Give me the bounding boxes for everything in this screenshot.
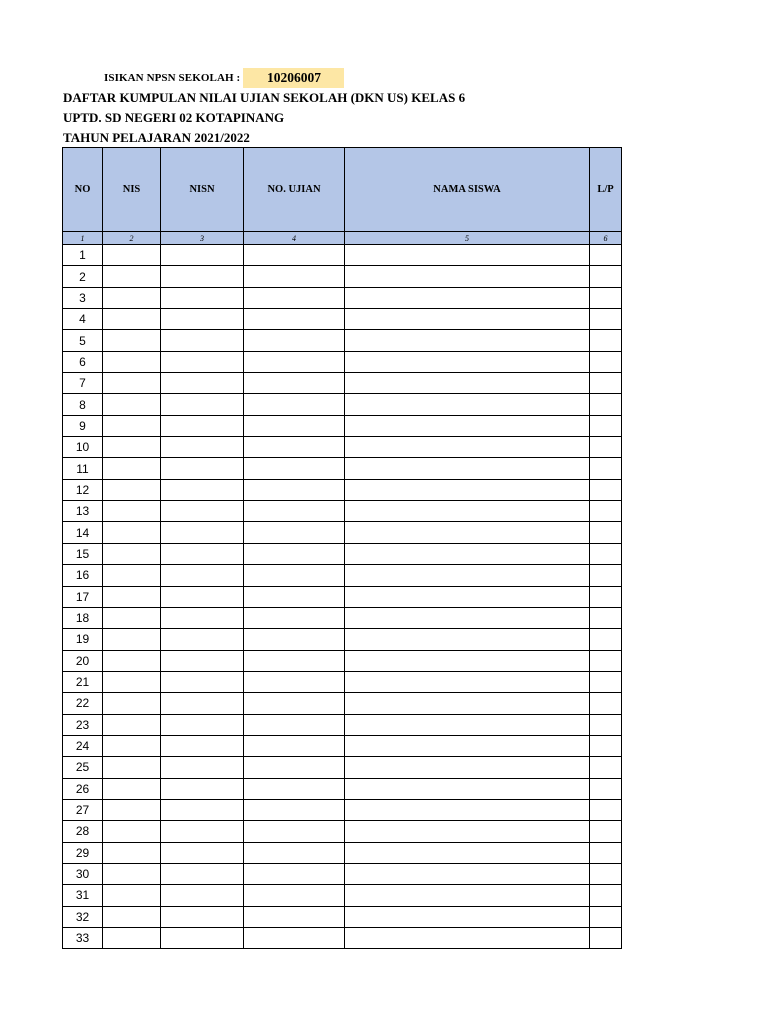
lp-cell[interactable] (590, 821, 622, 842)
no-ujian-cell[interactable] (244, 245, 345, 266)
nama-siswa-cell[interactable] (345, 309, 590, 330)
lp-cell[interactable] (590, 309, 622, 330)
row-number: 29 (63, 842, 103, 863)
no-ujian-cell[interactable] (244, 437, 345, 458)
no-ujian-cell[interactable] (244, 693, 345, 714)
nisn-cell[interactable] (161, 586, 244, 607)
nisn-cell[interactable] (161, 543, 244, 564)
lp-cell[interactable] (590, 501, 622, 522)
row-number: 30 (63, 863, 103, 884)
table-row (63, 287, 622, 308)
table-row (63, 458, 622, 479)
nama-siswa-cell[interactable] (345, 394, 590, 415)
nama-siswa-cell[interactable] (345, 735, 590, 756)
lp-cell[interactable] (590, 906, 622, 927)
nama-siswa-cell[interactable] (345, 245, 590, 266)
no-ujian-cell[interactable] (244, 757, 345, 778)
nis-cell[interactable] (103, 309, 161, 330)
nis-cell[interactable] (103, 479, 161, 500)
row-number: 9 (63, 415, 103, 436)
lp-cell[interactable] (590, 885, 622, 906)
no-ujian-cell[interactable] (244, 458, 345, 479)
lp-cell[interactable] (590, 351, 622, 372)
column-index: 3 (161, 232, 244, 245)
lp-cell[interactable] (590, 330, 622, 351)
row-number: 8 (63, 394, 103, 415)
no-ujian-cell[interactable] (244, 586, 345, 607)
nis-cell[interactable] (103, 415, 161, 436)
row-number: 13 (63, 501, 103, 522)
nisn-cell[interactable] (161, 245, 244, 266)
column-index: 5 (345, 232, 590, 245)
table-row (63, 863, 622, 884)
nisn-cell[interactable] (161, 821, 244, 842)
nama-siswa-cell[interactable] (345, 821, 590, 842)
column-header-no: NO (63, 148, 103, 232)
no-ujian-cell[interactable] (244, 415, 345, 436)
nisn-cell[interactable] (161, 415, 244, 436)
lp-cell[interactable] (590, 629, 622, 650)
table-row (63, 565, 622, 586)
nisn-cell[interactable] (161, 501, 244, 522)
nama-siswa-cell[interactable] (345, 415, 590, 436)
table-row (63, 757, 622, 778)
nisn-cell[interactable] (161, 330, 244, 351)
row-number: 1 (63, 245, 103, 266)
nama-siswa-cell[interactable] (345, 799, 590, 820)
lp-cell[interactable] (590, 245, 622, 266)
nis-cell[interactable] (103, 287, 161, 308)
no-ujian-cell[interactable] (244, 650, 345, 671)
no-ujian-cell[interactable] (244, 479, 345, 500)
row-number: 20 (63, 650, 103, 671)
no-ujian-cell[interactable] (244, 906, 345, 927)
nisn-cell[interactable] (161, 458, 244, 479)
no-ujian-cell[interactable] (244, 778, 345, 799)
table-row (63, 330, 622, 351)
column-index-row (63, 232, 622, 245)
no-ujian-cell[interactable] (244, 266, 345, 287)
no-ujian-cell[interactable] (244, 373, 345, 394)
table-row (63, 607, 622, 628)
nis-cell[interactable] (103, 714, 161, 735)
no-ujian-cell[interactable] (244, 522, 345, 543)
nama-siswa-cell[interactable] (345, 885, 590, 906)
nis-cell[interactable] (103, 458, 161, 479)
school-name: UPTD. SD NEGERI 02 KOTAPINANG (63, 110, 285, 125)
nama-siswa-cell[interactable] (345, 650, 590, 671)
npsn-value-field[interactable]: 10206007 (243, 68, 344, 88)
table-row (63, 693, 622, 714)
row-number: 5 (63, 330, 103, 351)
no-ujian-cell[interactable] (244, 501, 345, 522)
row-number: 10 (63, 437, 103, 458)
table-row (63, 415, 622, 436)
nis-cell[interactable] (103, 885, 161, 906)
no-ujian-cell[interactable] (244, 735, 345, 756)
no-ujian-cell[interactable] (244, 842, 345, 863)
table-row (63, 266, 622, 287)
nis-cell[interactable] (103, 629, 161, 650)
nama-siswa-cell[interactable] (345, 757, 590, 778)
nama-siswa-cell[interactable] (345, 842, 590, 863)
nama-siswa-cell[interactable] (345, 501, 590, 522)
nisn-cell[interactable] (161, 373, 244, 394)
lp-cell[interactable] (590, 778, 622, 799)
nisn-cell[interactable] (161, 799, 244, 820)
nama-siswa-cell[interactable] (345, 565, 590, 586)
lp-cell[interactable] (590, 735, 622, 756)
table-row (63, 245, 622, 266)
table-row (63, 714, 622, 735)
nis-cell[interactable] (103, 543, 161, 564)
nama-siswa-cell[interactable] (345, 287, 590, 308)
table-row (63, 437, 622, 458)
table-row (63, 885, 622, 906)
nis-cell[interactable] (103, 330, 161, 351)
table-row (63, 928, 622, 949)
no-ujian-cell[interactable] (244, 394, 345, 415)
column-header-nis: NIS (103, 148, 161, 232)
nama-siswa-cell[interactable] (345, 458, 590, 479)
row-number: 26 (63, 778, 103, 799)
table-row (63, 543, 622, 564)
nama-siswa-cell[interactable] (345, 373, 590, 394)
table-header-row (63, 148, 622, 232)
no-ujian-cell[interactable] (244, 714, 345, 735)
no-ujian-cell[interactable] (244, 821, 345, 842)
table-row (63, 906, 622, 927)
nisn-cell[interactable] (161, 735, 244, 756)
nisn-cell[interactable] (161, 650, 244, 671)
nisn-cell[interactable] (161, 266, 244, 287)
nisn-cell[interactable] (161, 906, 244, 927)
table-row (63, 351, 622, 372)
nama-siswa-cell[interactable] (345, 351, 590, 372)
lp-cell[interactable] (590, 607, 622, 628)
row-number: 12 (63, 479, 103, 500)
no-ujian-cell[interactable] (244, 928, 345, 949)
nis-cell[interactable] (103, 650, 161, 671)
nisn-cell[interactable] (161, 757, 244, 778)
nisn-cell[interactable] (161, 565, 244, 586)
nisn-cell[interactable] (161, 479, 244, 500)
nis-cell[interactable] (103, 565, 161, 586)
document-title: DAFTAR KUMPULAN NILAI UJIAN SEKOLAH (DKN US) KELAS 6 (63, 90, 466, 105)
lp-cell[interactable] (590, 458, 622, 479)
column-header-no-ujian: NO. UJIAN (244, 148, 345, 232)
row-number: 17 (63, 586, 103, 607)
nama-siswa-cell[interactable] (345, 522, 590, 543)
nama-siswa-cell[interactable] (345, 928, 590, 949)
nis-cell[interactable] (103, 778, 161, 799)
nisn-cell[interactable] (161, 394, 244, 415)
table-row (63, 629, 622, 650)
nama-siswa-cell[interactable] (345, 543, 590, 564)
table-row (63, 309, 622, 330)
table-row (63, 778, 622, 799)
nama-siswa-cell[interactable] (345, 330, 590, 351)
no-ujian-cell[interactable] (244, 351, 345, 372)
nisn-cell[interactable] (161, 842, 244, 863)
no-ujian-cell[interactable] (244, 629, 345, 650)
lp-cell[interactable] (590, 928, 622, 949)
nis-cell[interactable] (103, 394, 161, 415)
row-number: 32 (63, 906, 103, 927)
nis-cell[interactable] (103, 821, 161, 842)
nis-cell[interactable] (103, 351, 161, 372)
nama-siswa-cell[interactable] (345, 629, 590, 650)
no-ujian-cell[interactable] (244, 565, 345, 586)
nis-cell[interactable] (103, 437, 161, 458)
nis-cell[interactable] (103, 906, 161, 927)
row-number: 27 (63, 799, 103, 820)
nama-siswa-cell[interactable] (345, 607, 590, 628)
table-row (63, 671, 622, 692)
no-ujian-cell[interactable] (244, 607, 345, 628)
row-number: 18 (63, 607, 103, 628)
row-number: 6 (63, 351, 103, 372)
no-ujian-cell[interactable] (244, 309, 345, 330)
nisn-cell[interactable] (161, 309, 244, 330)
nama-siswa-cell[interactable] (345, 693, 590, 714)
table-row (63, 799, 622, 820)
nisn-cell[interactable] (161, 629, 244, 650)
lp-cell[interactable] (590, 842, 622, 863)
table-row (63, 586, 622, 607)
table-row (63, 373, 622, 394)
nis-cell[interactable] (103, 266, 161, 287)
lp-cell[interactable] (590, 714, 622, 735)
nis-cell[interactable] (103, 586, 161, 607)
row-number: 7 (63, 373, 103, 394)
lp-cell[interactable] (590, 650, 622, 671)
nama-siswa-cell[interactable] (345, 863, 590, 884)
row-number: 33 (63, 928, 103, 949)
nis-cell[interactable] (103, 799, 161, 820)
lp-cell[interactable] (590, 543, 622, 564)
no-ujian-cell[interactable] (244, 330, 345, 351)
nama-siswa-cell[interactable] (345, 671, 590, 692)
nama-siswa-cell[interactable] (345, 479, 590, 500)
nisn-cell[interactable] (161, 607, 244, 628)
nisn-cell[interactable] (161, 522, 244, 543)
column-index: 4 (244, 232, 345, 245)
lp-cell[interactable] (590, 479, 622, 500)
nama-siswa-cell[interactable] (345, 714, 590, 735)
row-number: 22 (63, 693, 103, 714)
nis-cell[interactable] (103, 757, 161, 778)
nama-siswa-cell[interactable] (345, 586, 590, 607)
nis-cell[interactable] (103, 928, 161, 949)
row-number: 28 (63, 821, 103, 842)
nis-cell[interactable] (103, 842, 161, 863)
nis-cell[interactable] (103, 522, 161, 543)
nis-cell[interactable] (103, 863, 161, 884)
lp-cell[interactable] (590, 437, 622, 458)
column-index: 6 (590, 232, 622, 245)
column-header-lp: L/P (590, 148, 622, 232)
table-row (63, 842, 622, 863)
row-number: 2 (63, 266, 103, 287)
no-ujian-cell[interactable] (244, 287, 345, 308)
lp-cell[interactable] (590, 757, 622, 778)
lp-cell[interactable] (590, 287, 622, 308)
nis-cell[interactable] (103, 607, 161, 628)
row-number: 14 (63, 522, 103, 543)
no-ujian-cell[interactable] (244, 543, 345, 564)
nisn-cell[interactable] (161, 351, 244, 372)
lp-cell[interactable] (590, 415, 622, 436)
nisn-cell[interactable] (161, 693, 244, 714)
lp-cell[interactable] (590, 586, 622, 607)
no-ujian-cell[interactable] (244, 671, 345, 692)
column-index: 2 (103, 232, 161, 245)
row-number: 19 (63, 629, 103, 650)
lp-cell[interactable] (590, 693, 622, 714)
nis-cell[interactable] (103, 671, 161, 692)
npsn-line (104, 68, 321, 88)
column-header-nama-siswa: NAMA SISWA (345, 148, 590, 232)
nisn-cell[interactable] (161, 287, 244, 308)
row-number: 31 (63, 885, 103, 906)
row-number: 21 (63, 671, 103, 692)
row-number: 15 (63, 543, 103, 564)
nisn-cell[interactable] (161, 778, 244, 799)
row-number: 3 (63, 287, 103, 308)
table-row (63, 394, 622, 415)
nisn-cell[interactable] (161, 671, 244, 692)
nisn-cell[interactable] (161, 437, 244, 458)
nis-cell[interactable] (103, 245, 161, 266)
nis-cell[interactable] (103, 693, 161, 714)
nama-siswa-cell[interactable] (345, 437, 590, 458)
row-number: 24 (63, 735, 103, 756)
academic-year: TAHUN PELAJARAN 2021/2022 (63, 130, 250, 145)
row-number: 16 (63, 565, 103, 586)
no-ujian-cell[interactable] (244, 863, 345, 884)
no-ujian-cell[interactable] (244, 885, 345, 906)
nis-cell[interactable] (103, 373, 161, 394)
lp-cell[interactable] (590, 394, 622, 415)
table-row (63, 479, 622, 500)
student-grade-table (62, 147, 622, 949)
lp-cell[interactable] (590, 266, 622, 287)
row-number: 25 (63, 757, 103, 778)
row-number: 11 (63, 458, 103, 479)
nisn-cell[interactable] (161, 928, 244, 949)
nama-siswa-cell[interactable] (345, 778, 590, 799)
table-row (63, 821, 622, 842)
nama-siswa-cell[interactable] (345, 266, 590, 287)
table-body (63, 245, 622, 949)
lp-cell[interactable] (590, 799, 622, 820)
lp-cell[interactable] (590, 373, 622, 394)
row-number: 4 (63, 309, 103, 330)
lp-cell[interactable] (590, 565, 622, 586)
lp-cell[interactable] (590, 863, 622, 884)
table-row (63, 735, 622, 756)
nama-siswa-cell[interactable] (345, 906, 590, 927)
lp-cell[interactable] (590, 522, 622, 543)
nis-cell[interactable] (103, 735, 161, 756)
nis-cell[interactable] (103, 501, 161, 522)
table-row (63, 522, 622, 543)
column-header-nisn: NISN (161, 148, 244, 232)
nisn-cell[interactable] (161, 885, 244, 906)
nisn-cell[interactable] (161, 714, 244, 735)
column-index: 1 (63, 232, 103, 245)
table-row (63, 501, 622, 522)
no-ujian-cell[interactable] (244, 799, 345, 820)
nisn-cell[interactable] (161, 863, 244, 884)
lp-cell[interactable] (590, 671, 622, 692)
npsn-label: ISIKAN NPSN SEKOLAH : (104, 72, 241, 84)
table-row (63, 650, 622, 671)
row-number: 23 (63, 714, 103, 735)
